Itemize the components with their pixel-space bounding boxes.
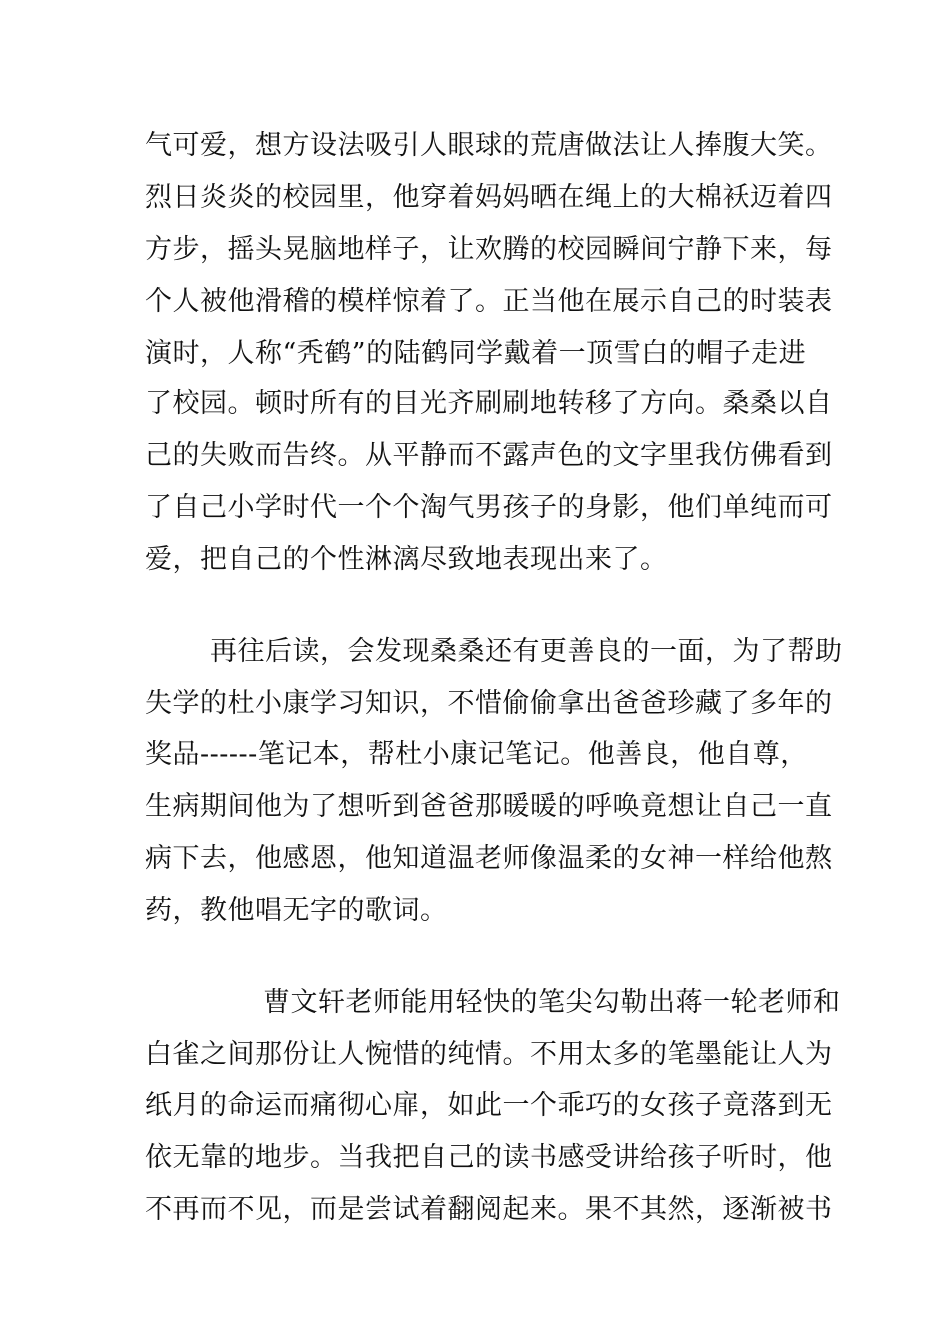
paragraph-2-line-3: 奖品------笔记本，帮杜小康记笔记。他善良，他自尊，	[145, 739, 808, 770]
paragraph-2-line-4: 生病期间他为了想听到爸爸那暖暖的呼唤竟想让自己一直	[145, 791, 833, 822]
paragraph-1-line-1: 气可爱，想方设法吸引人眼球的荒唐做法让人捧腹大笑。	[145, 130, 833, 161]
paragraph-1-line-4: 个人被他滑稽的模样惊着了。正当他在展示自己的时装表	[145, 286, 833, 317]
paragraph-1-line-3: 方步，摇头晃脑地样子，让欢腾的校园瞬间宁静下来，每	[145, 234, 833, 265]
paragraph-2-line-5: 病下去，他感恩，他知道温老师像温柔的女神一样给他熬	[145, 843, 833, 874]
paragraph-3-line-5: 不再而不见，而是尝试着翻阅起来。果不其然，逐渐被书	[145, 1194, 833, 1225]
paragraph-1-line-8: 了自己小学时代一个个淘气男孩子的身影，他们单纯而可	[145, 492, 833, 523]
paragraph-1-line-7: 己的失败而告终。从平静而不露声色的文字里我仿佛看到	[145, 440, 833, 471]
paragraph-1-line-9: 爱，把自己的个性淋漓尽致地表现出来了。	[145, 544, 668, 575]
paragraph-3-line-3: 纸月的命运而痛彻心扉，如此一个乖巧的女孩子竟落到无	[145, 1090, 833, 1121]
paragraph-3-line-4: 依无靠的地步。当我把自己的读书感受讲给孩子听时，他	[145, 1142, 833, 1173]
paragraph-2-line-1: 再往后读，会发现桑桑还有更善良的一面，为了帮助	[210, 636, 843, 667]
paragraph-1-line-2: 烈日炎炎的校园里，他穿着妈妈晒在绳上的大棉袄迈着四	[145, 182, 833, 213]
paragraph-1-line-6: 了校园。顿时所有的目光齐刷刷地转移了方向。桑桑以自	[145, 388, 833, 419]
paragraph-2-line-2: 失学的杜小康学习知识，不惜偷偷拿出爸爸珍藏了多年的	[145, 688, 833, 719]
paragraph-1-line-5: 演时，人称“秃鹤”的陆鹤同学戴着一顶雪白的帽子走进	[145, 338, 807, 369]
paragraph-3-line-1: 曹文轩老师能用轻快的笔尖勾勒出蒋一轮老师和	[263, 987, 841, 1018]
paragraph-2-line-6: 药，教他唱无字的歌词。	[145, 895, 448, 926]
paragraph-3-line-2: 白雀之间那份让人惋惜的纯情。不用太多的笔墨能让人为	[145, 1039, 833, 1070]
